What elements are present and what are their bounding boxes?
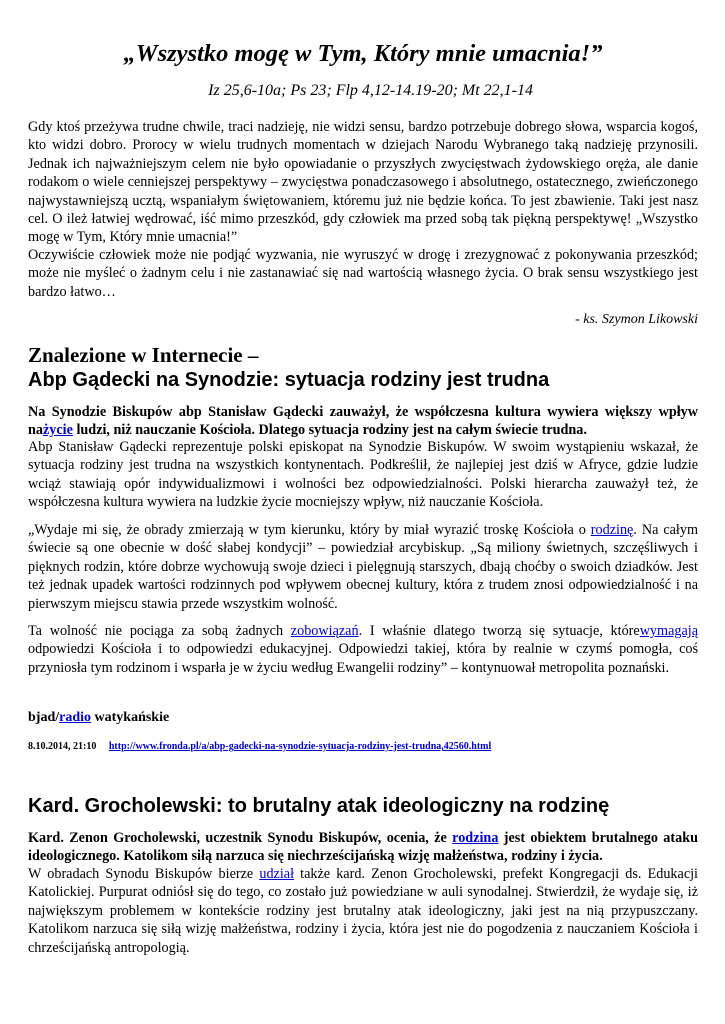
lead2-text-after: jest obiektem brutalnego ataku ideologicznego. Katolikom siłą narzuca się niechrześcijańską wizję małżeństwa, rodziny i życia. [28,830,698,865]
link-rodzine[interactable]: rodzinę [590,522,634,538]
found-heading: Znalezione w Internecie – [28,343,259,367]
article-2-lead [28,829,698,866]
article-1-body-3 [28,622,698,677]
link-radio[interactable]: radio [59,710,92,725]
body2-text-before: „Wydaje mi się, że obrady zmierzają w tym kierunku, który by miał wyrazić troskę Kościoła o [28,522,591,538]
link-rodzina[interactable]: rodzina [452,830,499,846]
article-1-lead [28,403,698,440]
article-2-title: Kard. Grocholewski: to brutalny atak ideologiczny na rodzinę [28,795,610,817]
reflection-signature: - ks. Szymon Likowski [575,312,698,327]
lead-text-after: ludzi, niż nauczanie Kościoła. Dlatego sytuacja rodziny jest na całym świecie trudna. [72,422,587,439]
link-udzial[interactable]: udział [259,866,295,882]
body3-text-a: Ta wolność nie pociąga za sobą żadnych [28,623,291,639]
quote-title: „Wszystko mogę w Tym, Który mnie umacnia!” [123,40,603,67]
reflection-paragraph-2: Oczywiście człowiek może nie podjąć wyzwania, nie wyruszyć w drogę i zrezygnować z pokonywania przeszkód; może nie myśleć o żadnym celu i nie zastanawiać się nad wartością własnego życia. O brak sensu wszystkiego jest bardzo łatwo… [28,247,698,300]
article-2-body [28,865,698,957]
article-1-body-2 [28,521,698,613]
source-text-after: watykańskie [91,710,170,725]
lead2-text-before: Kard. Zenon Grocholewski, uczestnik Synodu Biskupów, ocenia, że [28,830,453,846]
article-1-title: Abp Gądecki na Synodzie: sytuacja rodziny jest trudna [28,369,550,391]
article-1-source [28,710,169,726]
body4-text-before: W obradach Synodu Biskupów bierze [28,866,260,882]
article-date: 8.10.2014, 21:10 [28,741,97,752]
body2-text-after: . Na całym świecie są one obecnie w dość słabej kondycji” – powiedział arcybiskup. „Są miliony świetnych, szczęśliwych i pięknych rodzin, które dobrze wychowują swoje dzieci i pielęgnują starszych, dbają choćby o swoich dziadków. Jest też jednak upadek wartości rodzinnych pod wpływem obecnej kultury, która z trudem znosi odpowiedzialność i na pierwszym miejscu stawia przede wszystkim wolność. [28,522,698,612]
body4-text-after: także kard. Zenon Grocholewski, prefekt Kongregacji ds. Edukacji Katolickiej. Purpurat odniósł się do tego, co zostało już powiedziane w auli synodalnej. Stwierdził, że wydaje się, iż największym problemem w kontekście rodziny jest brutalny atak ideologiczny, jaki jest na nią przypuszczany. Katolikom narzuca się siłą wizję małżeństwa, rodziny i życia, która jest nie do pogodzenia z nauczaniem Kościoła i chrześcijańską antropologią. [28,866,698,956]
reflection-paragraph-1: Gdy ktoś przeżywa trudne chwile, traci nadzieję, nie widzi sensu, bardzo potrzebuje dobrego słowa, wsparcia kogoś, kto widzi dobro. Prorocy w wielu trudnych momentach w dziejach Narodu Wybranego taką nadzieję przynosili. Jednak ich najważniejszym celem nie było opowiadanie o przyszłych zwycięstwach żydowskiego oręża, ale danie rodakom o wiele cenniejszej perspektywy – zwycięstwa ponadczasowego i absolutnego, ostatecznego, zwieńczonego najwystawniejszą ucztą, wspaniałym świętowaniem, któremu już nie będzie końca. To jest zbawienie. Taki jest nasz cel. O ileż łatwiej wędrować, iść mimo przeszkód, gdy człowiek ma przed sobą tak piękną perspektywę! „Wszystko mogę w Tym, Który mnie umacnia!” [28,119,698,246]
article-1-meta [28,741,491,752]
article-1-body-1: Abp Stanisław Gądecki reprezentuje polski episkopat na Synodzie Biskupów. W swoim wystąpieniu wskazał, że sytuacja rodziny jest trudna na wszystkich kontynentach. Podkreślił, że najlepiej jest dziś w Afryce, gdzie ludzie wciąż stawiają opór indywidualizmowi i wolności bez odpowiedzialności. Polski hierarcha zauważył też, że współczesna kultura wywiera na ludzkie życie mocniejszy wpływ, niż nauczanie Kościoła. [28,439,698,511]
body3-text-b: . I właśnie dlatego tworzą się sytuacje, które [358,623,640,639]
link-zobowiazan[interactable]: zobowiązań [290,623,359,639]
article-url-link[interactable]: http://www.fronda.pl/a/abp-gadecki-na-synodzie-sytuacja-rodziny-jest-trudna,42560.html [108,741,492,752]
scripture-readings: Iz 25,6-10a; Ps 23; Flp 4,12-14.19-20; Mt 22,1-14 [208,82,533,99]
body3-text-c: odpowiedzi Kościoła i to odpowiedzi edukacyjnej. Odpowiedzi takiej, która by realnie w czymś pomogła, coś przyniosła tym rodzinom i wsparła je w życiu według Ewangelii rodziny” – kontynuował metropolita poznański. [28,641,698,676]
source-text-before: bjad/ [28,710,60,725]
link-zycie[interactable]: życie [42,422,73,439]
link-wymagaja[interactable]: wymagają [639,623,698,639]
lead-text-before: Na Synodzie Biskupów abp Stanisław Gądecki zauważył, że współczesna kultura wywiera większy wpływ na [28,404,698,439]
